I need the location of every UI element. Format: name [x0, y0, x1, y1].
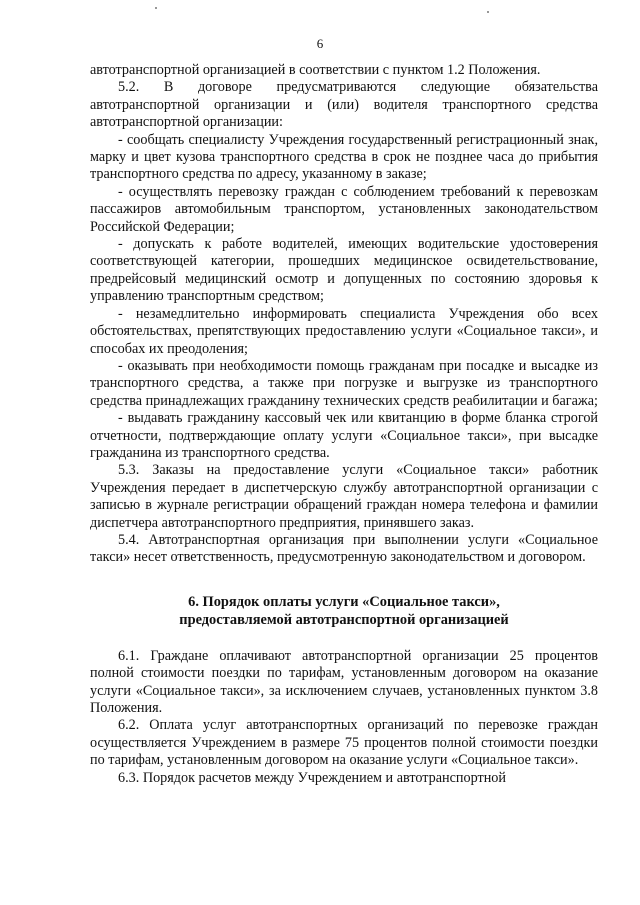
- paragraph-p-5-4: 5.4. Автотранспортная организация при выполнении услуги «Социальное такси» несет ответственность, предусмотренную законодательством и договором.: [90, 531, 598, 566]
- paragraph-p-5-2: 5.2. В договоре предусматриваются следующие обязательства автотранспортной организации и (или) водителя транспортного средства автотранспортной организации:: [90, 79, 598, 131]
- paragraph-p-5-2-d: - незамедлительно информировать специалиста Учреждения обо всех обстоятельствах, препятствующих предоставлению услуги «Социальное такси», и способах их преодоления;: [90, 305, 598, 357]
- page-number: 6: [316, 36, 324, 51]
- document-body: [90, 62, 598, 787]
- paragraph-p-continuation: автотранспортной организацией в соответствии с пунктом 1.2 Положения.: [90, 62, 541, 78]
- scan-speck: [487, 11, 489, 13]
- paragraph-p-6-2: 6.2. Оплата услуг автотранспортных организаций по перевозке граждан осуществляется Учреждением в размере 75 процентов полной стоимости поездки по тарифам, установленным договором на оказание услуги «Социальное такси».: [90, 717, 598, 769]
- section-6-heading-line2: предоставляемой автотранспортной организацией: [179, 611, 509, 628]
- paragraph-p-5-2-a: - сообщать специалисту Учреждения государственный регистрационный знак, марку и цвет кузова транспортного средства в срок не позднее часа до прибытия транспортного средства по адресу, указанному в заказе;: [90, 131, 598, 183]
- paragraph-p-5-3: 5.3. Заказы на предоставление услуги «Социальное такси» работник Учреждения передает в диспетчерскую службу автотранспортной организации с записью в журнале регистрации обращений граждан номера телефона и фамилии диспетчера автотранспортного предприятия, принявшего заказ.: [90, 462, 598, 531]
- paragraph-p-5-2-f: - выдавать гражданину кассовый чек или квитанцию в форме бланка строгой отчетности, подтверждающие оплату услуги «Социальное такси», при высадке гражданина из транспортного средства.: [90, 410, 598, 461]
- paragraph-p-6-1: 6.1. Граждане оплачивают автотранспортной организации 25 процентов полной стоимости поездки по тарифам, установленным договором на оказание услуги «Социальное такси», за исключением случаев, установленных пунктом 3.8 Положения.: [90, 647, 598, 716]
- section-6-heading: [90, 593, 598, 629]
- paragraph-p-5-2-b: - осуществлять перевозку граждан с соблюдением требований к перевозкам пассажиров автомобильным транспортом, установленных законодательством Российской Федерации;: [90, 183, 598, 235]
- paragraph-p-5-2-e: - оказывать при необходимости помощь гражданам при посадке и высадке из транспортного средства, а также при погрузке и выгрузке из транспортного средства принадлежащих гражданину технических средств реабилитации и багажа;: [90, 357, 598, 409]
- paragraph-p-5-2-c: - допускать к работе водителей, имеющих водительские удостоверения соответствующей категории, прошедших медицинское освидетельствование, предрейсовый медицинский осмотр и допущенных по состоянию здоровья к управлению транспортным средством;: [90, 236, 598, 305]
- paragraph-p-6-3: 6.3. Порядок расчетов между Учреждением и автотранспортной: [118, 769, 506, 786]
- scan-speck: [155, 7, 157, 9]
- section-5-text: [90, 62, 598, 567]
- section-6-heading-line1: 6. Порядок оплаты услуги «Социальное такси»,: [188, 593, 500, 610]
- section-6-text: [90, 648, 598, 787]
